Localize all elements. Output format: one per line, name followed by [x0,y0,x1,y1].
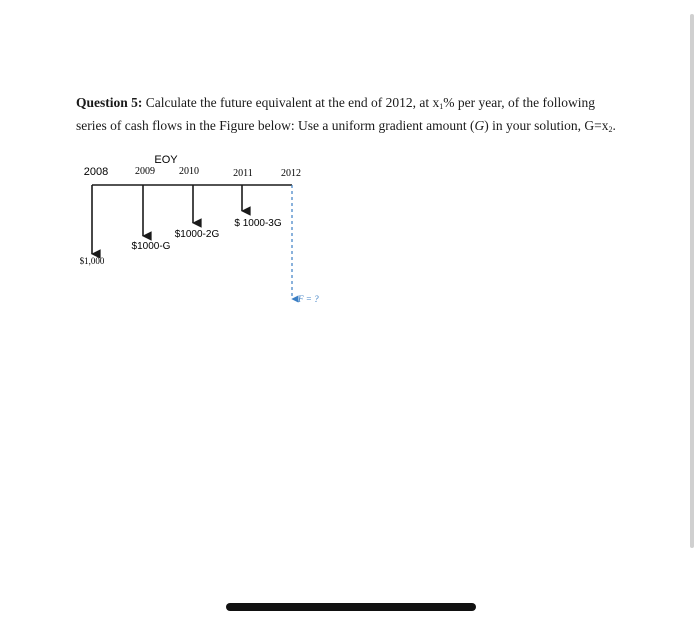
question-body-4: . [612,118,616,133]
year-2011: 2011 [233,168,253,179]
gradient-subscript: 2 [608,125,613,134]
cashflow-label-2009: $1000-G [131,241,171,252]
home-indicator[interactable] [226,603,476,611]
cashflow-label-2011: $ 1000-3G [234,218,282,229]
rate-subscript: 1 [439,102,444,111]
year-2009: 2009 [135,166,155,177]
question-body-2: % per year, of the following series of cash flows in the Figure below: Use a uniform gradient amount ( [76,95,595,133]
cashflow-label-2010: $1000-2G [174,229,220,240]
cashflow-label-2008: $1,000 [79,256,105,266]
eoy-label: EOY [154,154,178,166]
year-2012: 2012 [281,168,301,179]
question-label: Question 5: [76,95,143,110]
gradient-symbol: G [474,118,485,133]
future-value-label: F = ? [298,294,319,304]
question-body-3: ) in your solution, G=x [484,118,609,133]
question-body-1: Calculate the future equivalent at the end of 2012, at x [142,95,440,110]
year-2010: 2010 [179,166,199,177]
scrollbar[interactable] [690,14,694,548]
year-2008: 2008 [83,166,109,178]
